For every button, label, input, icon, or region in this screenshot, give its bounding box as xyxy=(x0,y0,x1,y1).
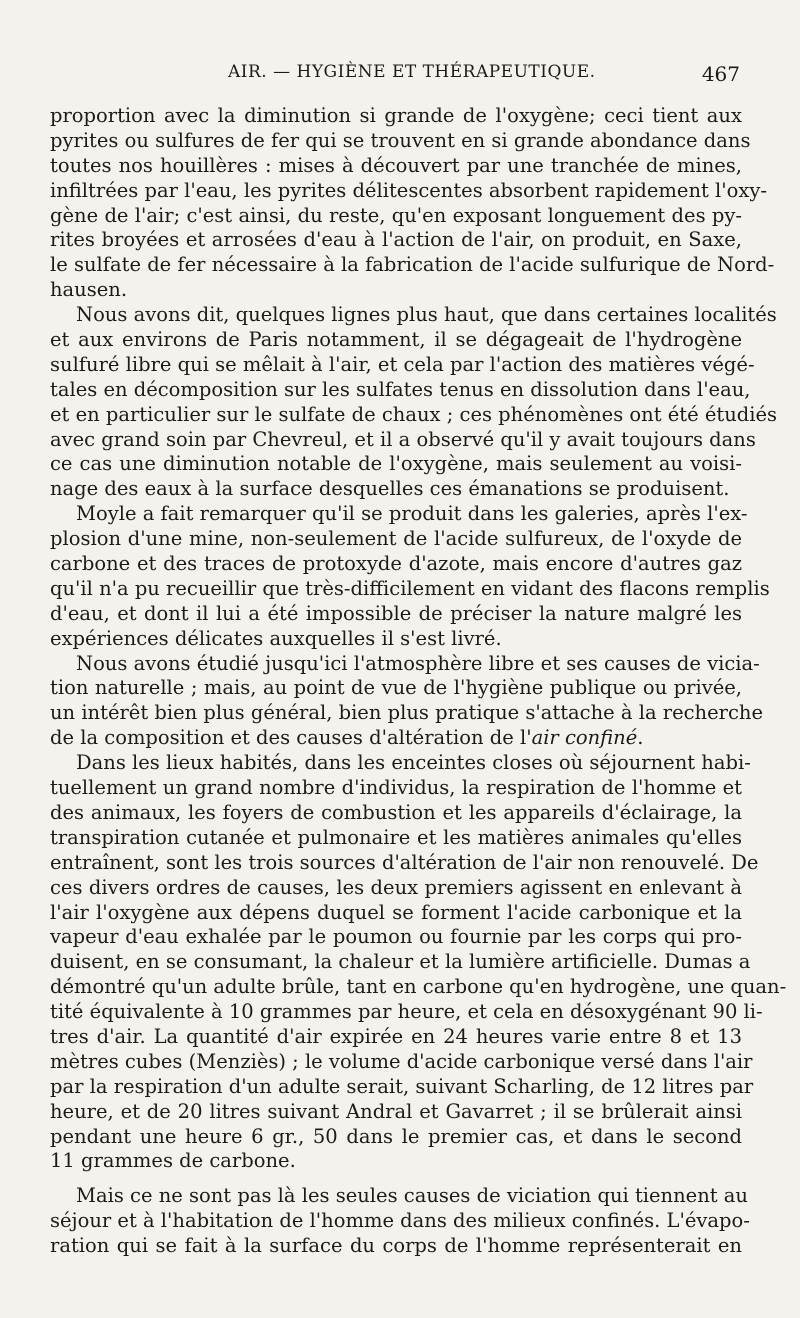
text-segment: de la composition et des causes d'altération de l' xyxy=(50,726,532,750)
text-line: duisent, en se consumant, la chaleur et la lumière artificielle. Dumas a xyxy=(50,950,751,974)
text-line: qu'il n'a pu recueillir que très-difficilement en vidant des flacons remplis xyxy=(50,576,770,600)
text-line: d'eau, et dont il lui a été impossible de préciser la nature malgré les xyxy=(50,601,742,625)
text-line: tion naturelle ; mais, au point de vue de l'hygiène publique ou privée, xyxy=(50,676,742,700)
italic-term: air confiné xyxy=(531,726,638,750)
text-line: 11 grammes de carbone. xyxy=(50,1149,296,1173)
text-line: Dans les lieux habités, dans les enceintes closes où séjournent habi- xyxy=(76,751,751,775)
text-line: vapeur d'eau exhalée par le poumon ou fournie par les corps qui pro- xyxy=(50,925,742,949)
text-line: transpiration cutanée et pulmonaire et les matières animales qu'elles xyxy=(50,825,742,849)
text-line: ration qui se fait à la surface du corps de l'homme représenterait en xyxy=(50,1234,742,1258)
paragraph xyxy=(50,751,787,1174)
text-line: sulfuré libre qui se mêlait à l'air, et cela par l'action des matières végé- xyxy=(50,352,755,376)
text-line: Nous avons étudié jusqu'ici l'atmosphère libre et ses causes de vicia- xyxy=(76,651,760,675)
text-segment: . xyxy=(637,726,644,750)
text-line: avec grand soin par Chevreul, et il a observé qu'il y avait toujours dans xyxy=(50,427,756,451)
text-line: infiltrées par l'eau, les pyrites délitescentes absorbent rapidement l'oxy- xyxy=(50,178,767,202)
paragraph xyxy=(50,1184,750,1259)
paragraph xyxy=(50,104,775,303)
text-line: tales en décomposition sur les sulfates tenus en dissolution dans l'eau, xyxy=(50,377,751,401)
text-line: heure, et de 20 litres suivant Andral et Gavarret ; il se brûlerait ainsi xyxy=(50,1099,742,1123)
text-line: tuellement un grand nombre d'individus, la respiration de l'homme et xyxy=(50,776,742,800)
text-line: ces divers ordres de causes, les deux premiers agissent en enlevant à xyxy=(50,875,742,899)
page-header xyxy=(50,62,740,92)
paragraph xyxy=(50,651,763,752)
text-line: ce cas une diminution notable de l'oxygène, mais seulement au voisi- xyxy=(50,452,742,476)
text-line: séjour et à l'habitation de l'homme dans des milieux confinés. L'évapo- xyxy=(50,1209,750,1233)
text-line: gène de l'air; c'est ainsi, du reste, qu'en exposant longuement des py- xyxy=(50,203,742,227)
text-line: carbone et des traces de protoxyde d'azote, mais encore d'autres gaz xyxy=(50,552,742,576)
text-line: tité équivalente à 10 grammes par heure, et cela en désoxygénant 90 li- xyxy=(50,1000,763,1024)
text-line: et en particulier sur le sulfate de chaux ; ces phénomènes ont été étudiés xyxy=(50,402,778,426)
text-line: et aux environs de Paris notamment, il se dégageait de l'hydrogène xyxy=(50,328,742,352)
paragraph xyxy=(50,303,778,502)
text-line: hausen. xyxy=(50,278,128,302)
page-number: 467 xyxy=(701,62,740,86)
text-line: entraînent, sont les trois sources d'altération de l'air non renouvelé. De xyxy=(50,850,759,874)
text-line: pyrites ou sulfures de fer qui se trouvent en si grande abondance dans xyxy=(50,128,751,152)
text-line: plosion d'une mine, non-seulement de l'acide sulfureux, de l'oxyde de xyxy=(50,527,742,551)
text-line: tres d'air. La quantité d'air expirée en 24 heures varie entre 8 et 13 xyxy=(50,1024,742,1048)
text-line: des animaux, les foyers de combustion et les appareils d'éclairage, la xyxy=(50,800,742,824)
text-line: Moyle a fait remarquer qu'il se produit dans les galeries, après l'ex- xyxy=(76,502,748,526)
paragraph xyxy=(50,502,770,651)
running-title: AIR. — HYGIÈNE ET THÉRAPEUTIQUE. xyxy=(228,62,596,82)
text-line: toutes nos houillères : mises à découvert par une tranchée de mines, xyxy=(50,153,742,177)
text-line: l'air l'oxygène aux dépens duquel se forment l'acide carbonique et la xyxy=(50,900,742,924)
text-line: démontré qu'un adulte brûle, tant en carbone qu'en hydrogène, une quan- xyxy=(50,975,787,999)
text-line: rites broyées et arrosées d'eau à l'action de l'air, on produit, en Saxe, xyxy=(50,228,742,252)
text-line: expériences délicates auxquelles il s'est livré. xyxy=(50,626,502,650)
text-line: proportion avec la diminution si grande de l'oxygène; ceci tient aux xyxy=(50,104,742,127)
text-line: mètres cubes (Menziès) ; le volume d'acide carbonique versé dans l'air xyxy=(50,1049,753,1073)
text-line: Mais ce ne sont pas là les seules causes de viciation qui tiennent au xyxy=(76,1184,748,1208)
text-line: pendant une heure 6 gr., 50 dans le premier cas, et dans le second xyxy=(50,1124,742,1148)
text-line: Nous avons dit, quelques lignes plus haut, que dans certaines localités xyxy=(76,303,777,327)
text-line: par la respiration d'un adulte serait, suivant Scharling, de 12 litres par xyxy=(50,1074,754,1098)
text-line: nage des eaux à la surface desquelles ces émanations se produisent. xyxy=(50,477,730,501)
text-line xyxy=(50,726,742,751)
text-line: le sulfate de fer nécessaire à la fabrication de l'acide sulfurique de Nord- xyxy=(50,253,775,277)
body-text xyxy=(50,104,787,1259)
text-line: un intérêt bien plus général, bien plus pratique s'attache à la recherche xyxy=(50,701,763,725)
